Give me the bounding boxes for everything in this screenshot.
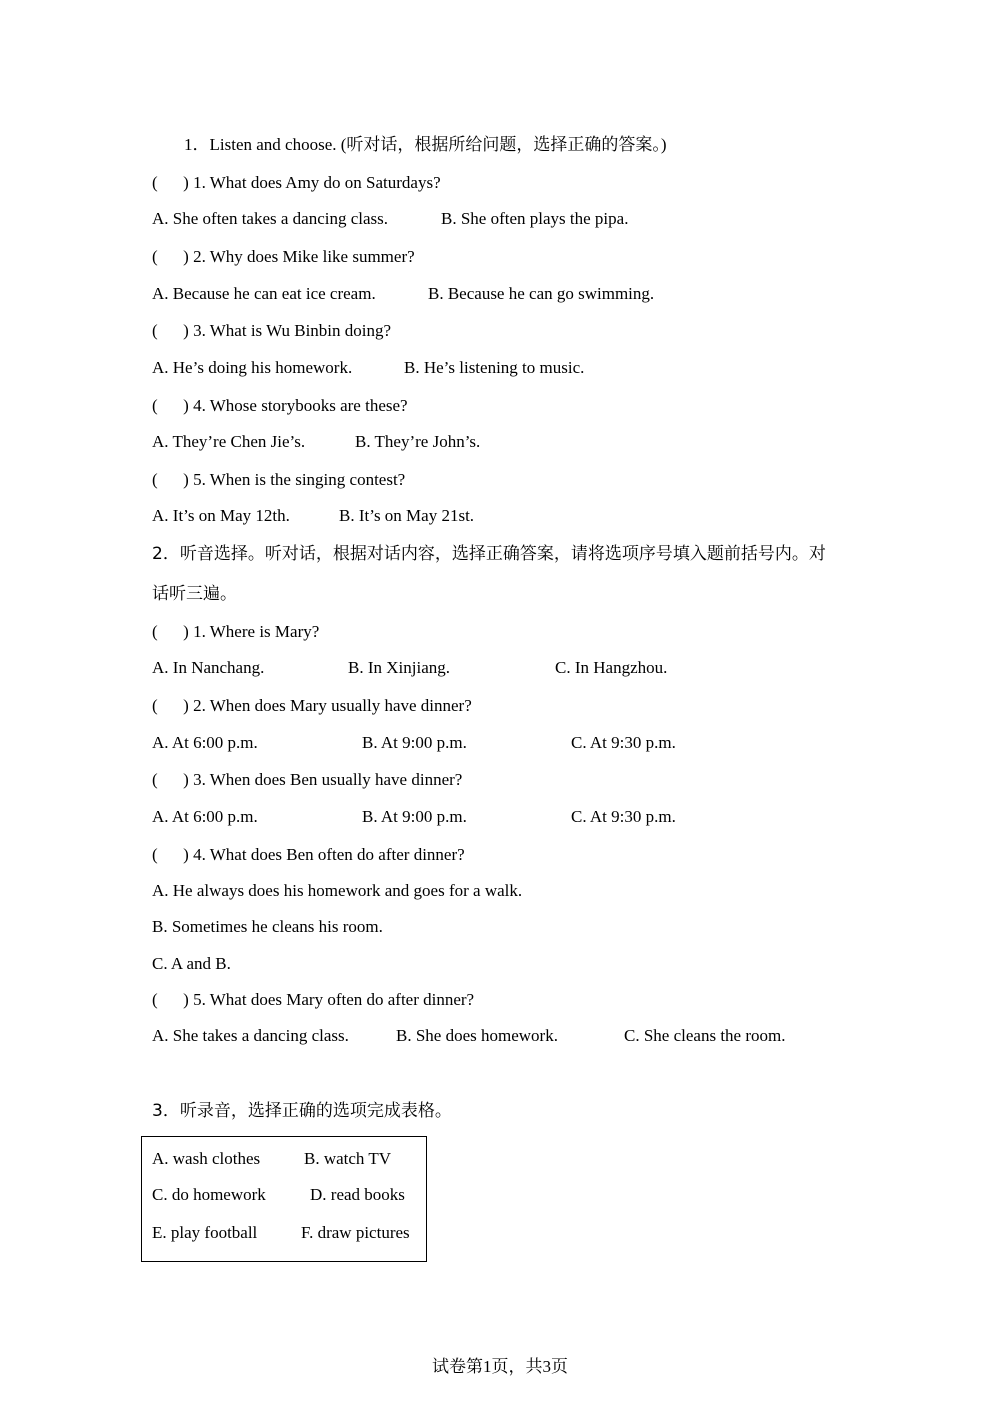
question-1-1: ( ) 1. What does Amy do on Saturdays? — [152, 173, 441, 192]
option-2-2-b: B. At 9:00 p.m. — [362, 733, 467, 752]
option-1-3-a: A. He’s doing his homework. — [152, 358, 353, 377]
option-2-2-a: A. At 6:00 p.m. — [152, 733, 258, 752]
section2-heading-line1: 2．听音选择。听对话，根据对话内容，选择正确答案，请将选项序号填入题前括号内。对 — [152, 544, 826, 564]
box-option-a: A. wash clothes — [152, 1149, 261, 1168]
question-1-5: ( ) 5. When is the singing contest? — [152, 470, 406, 489]
option-2-4-a: A. He always does his homework and goes for a walk. — [152, 881, 523, 900]
option-1-2-b: B. Because he can go swimming. — [428, 284, 655, 303]
section1-heading: 1．Listen and choose. (听对话，根据所给问题，选择正确的答案。) — [184, 135, 667, 154]
option-2-1-a: A. In Nanchang. — [152, 658, 265, 677]
question-1-4: ( ) 4. Whose storybooks are these? — [152, 396, 408, 415]
question-2-5: ( ) 5. What does Mary often do after dinner? — [152, 990, 475, 1009]
option-2-5-b: B. She does homework. — [396, 1026, 558, 1045]
option-1-1-a: A. She often takes a dancing class. — [152, 209, 389, 228]
question-2-2: ( ) 2. When does Mary usually have dinner? — [152, 696, 472, 715]
page-footer: 试卷第1页，共3页 — [432, 1357, 568, 1376]
option-1-5-a: A. It’s on May 12th. — [152, 506, 290, 525]
question-2-3: ( ) 3. When does Ben usually have dinner? — [152, 770, 463, 789]
question-1-3: ( ) 3. What is Wu Binbin doing? — [152, 321, 392, 340]
option-2-3-c: C. At 9:30 p.m. — [571, 807, 676, 826]
section2-heading-line2: 话听三遍。 — [152, 584, 237, 604]
box-option-c: C. do homework — [152, 1185, 266, 1204]
option-1-4-b: B. They’re John’s. — [355, 432, 481, 451]
question-2-4: ( ) 4. What does Ben often do after dinner? — [152, 845, 465, 864]
section3-heading: 3．听录音，选择正确的选项完成表格。 — [152, 1101, 452, 1121]
option-1-2-a: A. Because he can eat ice cream. — [152, 284, 376, 303]
option-1-4-a: A. They’re Chen Jie’s. — [152, 432, 306, 451]
question-1-2: ( ) 2. Why does Mike like summer? — [152, 247, 415, 266]
option-1-5-b: B. It’s on May 21st. — [339, 506, 475, 525]
box-option-b: B. watch TV — [304, 1149, 392, 1168]
question-2-1: ( ) 1. Where is Mary? — [152, 622, 320, 641]
box-option-f: F. draw pictures — [301, 1223, 410, 1242]
box-option-d: D. read books — [310, 1185, 405, 1204]
option-1-3-b: B. He’s listening to music. — [404, 358, 585, 377]
option-2-5-c: C. She cleans the room. — [624, 1026, 786, 1045]
option-2-4-b: B. Sometimes he cleans his room. — [152, 917, 383, 936]
option-1-1-b: B. She often plays the pipa. — [441, 209, 629, 228]
option-2-2-c: C. At 9:30 p.m. — [571, 733, 676, 752]
option-2-3-a: A. At 6:00 p.m. — [152, 807, 258, 826]
box-option-e: E. play football — [152, 1223, 258, 1242]
option-2-3-b: B. At 9:00 p.m. — [362, 807, 467, 826]
option-2-5-a: A. She takes a dancing class. — [152, 1026, 349, 1045]
option-2-1-b: B. In Xinjiang. — [348, 658, 450, 677]
option-2-4-c: C. A and B. — [152, 954, 231, 973]
option-2-1-c: C. In Hangzhou. — [555, 658, 668, 677]
